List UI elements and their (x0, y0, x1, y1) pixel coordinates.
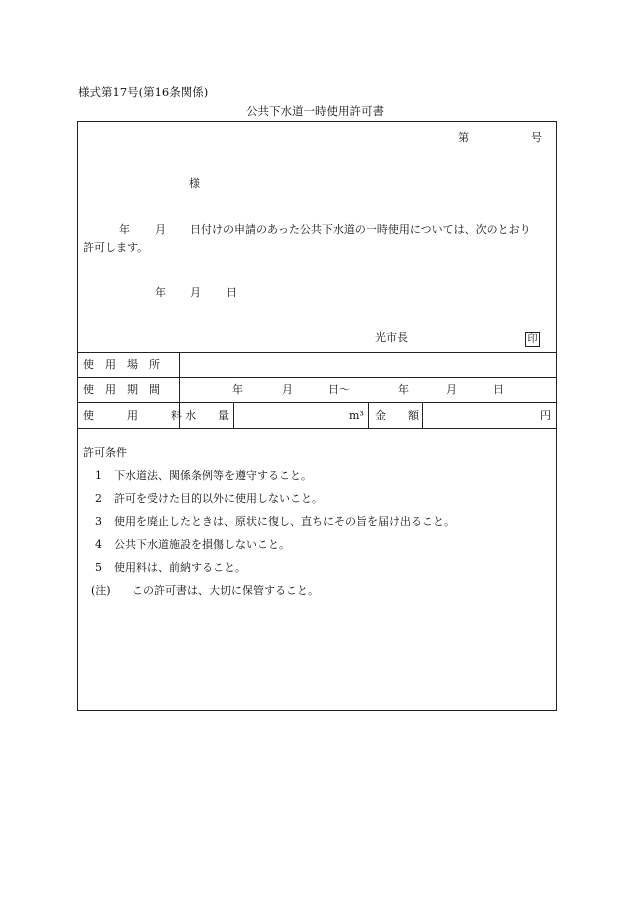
condition-text: 使用を廃止したときは、原状に復し、直ちにその旨を届け出ること。 (114, 515, 455, 528)
divider (78, 352, 556, 353)
period-to-year: 年 (398, 383, 409, 396)
condition-number: 2 (95, 492, 102, 505)
date-month: 月 (190, 286, 201, 299)
water-volume-label: 水 量 (185, 409, 229, 422)
period-from-day: 日～ (328, 383, 350, 396)
body-year: 年 (119, 223, 130, 236)
form-number: 様式第17号(第16条関係) (78, 85, 209, 99)
permit-form (77, 121, 557, 711)
condition-number: 5 (95, 561, 102, 574)
period-label: 使 用 期 間 (83, 383, 160, 396)
condition-number: 1 (95, 469, 102, 482)
date-day: 日 (226, 286, 237, 299)
seal-mark: 印 (525, 332, 540, 347)
period-to-day: 日 (493, 383, 504, 396)
recipient-suffix: 様 (189, 177, 200, 190)
condition-text: 公共下水道施設を損傷しないこと。 (114, 538, 290, 551)
body-month: 月 (155, 223, 166, 236)
date-year: 年 (155, 286, 166, 299)
amount-label: 金 額 (375, 409, 419, 422)
document-title: 公共下水道一時使用許可書 (246, 104, 384, 118)
note-text: この許可書は、大切に保管すること。 (132, 584, 319, 597)
number-go: 号 (531, 131, 542, 144)
period-from-year: 年 (232, 383, 243, 396)
amount-unit: 円 (540, 409, 551, 422)
divider (78, 402, 556, 403)
place-label: 使 用 場 所 (83, 358, 160, 371)
condition-number: 4 (95, 538, 102, 551)
note-label: (注) (91, 584, 111, 597)
body-text-line2: 許可します。 (83, 241, 149, 254)
issuer-name: 光市長 (375, 331, 408, 344)
divider (78, 377, 556, 378)
period-from-month: 月 (282, 383, 293, 396)
divider (368, 402, 369, 428)
number-dai: 第 (458, 131, 469, 144)
body-text-line1: 日付けの申請のあった公共下水道の一時使用については、次のとおり (190, 223, 531, 236)
condition-text: 許可を受けた目的以外に使用しないこと。 (114, 492, 323, 505)
divider (422, 402, 423, 428)
condition-text: 下水道法、関係条例等を遵守すること。 (114, 469, 312, 482)
fee-label: 使 用 料 (83, 409, 182, 422)
condition-number: 3 (95, 515, 102, 528)
divider (233, 402, 234, 428)
period-to-month: 月 (446, 383, 457, 396)
divider (78, 428, 556, 429)
conditions-heading: 許可条件 (83, 446, 127, 459)
volume-unit: m³ (349, 409, 364, 422)
condition-text: 使用料は、前納すること。 (114, 561, 246, 574)
